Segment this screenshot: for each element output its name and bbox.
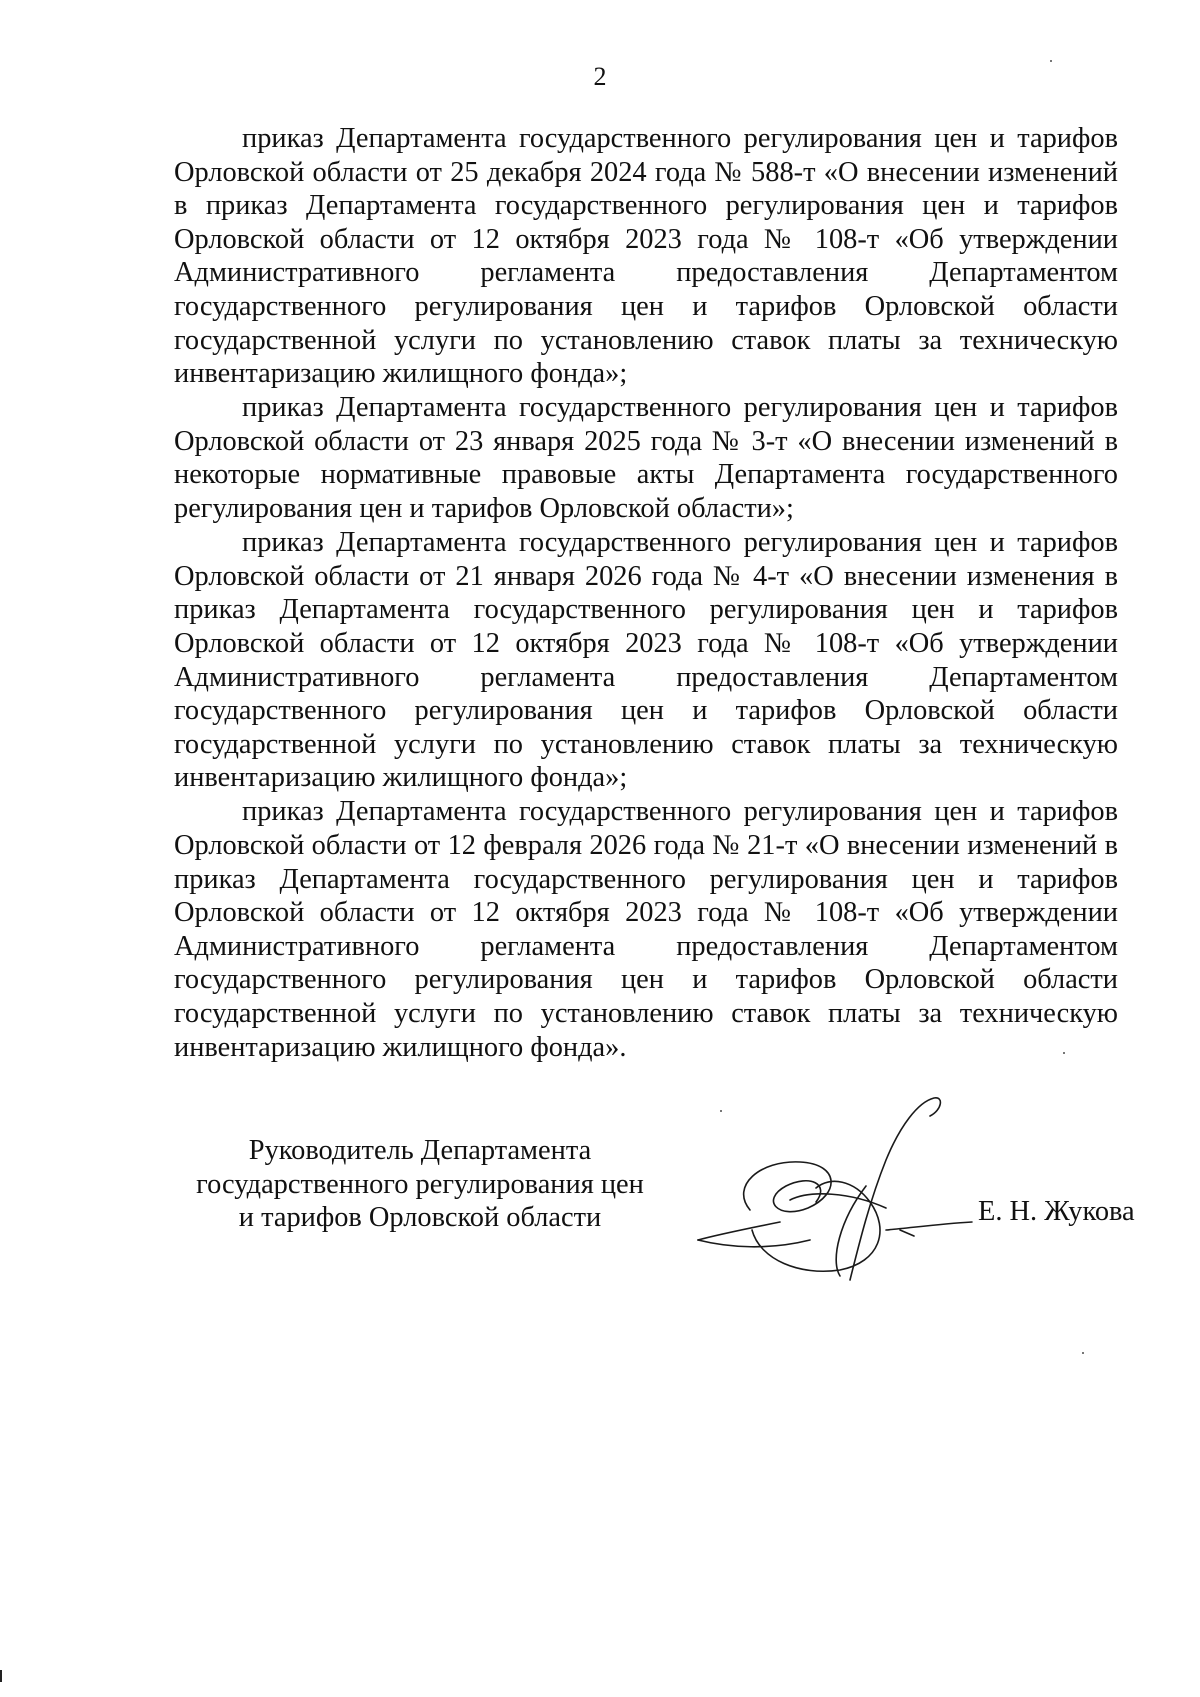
order-paragraph: приказ Департамента государственного регулирования цен и тарифов Орловской области от 12 февраля 2026 года № 21-т «О внесении изменений в приказ Департамента государственного регулирования цен и тарифов Орловской области от 12 октября 2023 года № 108-т «Об утверждении Административного регламента предоставления Департаментом государственного регулирования цен и тарифов Орловской области государственной услуги по установлению ставок платы за техническую инвентаризацию жилищного фонда». <box>174 796 1118 1063</box>
signature-stroke <box>900 1230 914 1236</box>
order-paragraph: приказ Департамента государственного регулирования цен и тарифов Орловской области от 25 декабря 2024 года № 588-т «О внесении изменений в приказ Департамента государственного регулирования цен и тарифов Орловской области от 12 октября 2023 года № 108-т «Об утверждении Административного регламента предоставления Департаментом государственного регулирования цен и тарифов Орловской области государственной услуги по установлению ставок платы за техническую инвентаризацию жилищного фонда»; <box>174 123 1118 390</box>
signer-title <box>170 1134 670 1235</box>
signature-stroke <box>752 1181 880 1271</box>
scan-speck <box>1050 60 1052 62</box>
signature-stroke <box>698 1222 780 1240</box>
scan-speck <box>1063 1052 1065 1054</box>
scan-edge-mark <box>0 1670 2 1682</box>
order-paragraph: приказ Департамента государственного регулирования цен и тарифов Орловской области от 23 января 2025 года № 3-т «О внесении изменений в некоторые нормативные правовые акты Департамента государственного регулирования цен и тарифов Орловской области»; <box>174 392 1118 525</box>
signature-stroke <box>698 1240 810 1247</box>
scan-speck <box>1082 1352 1084 1354</box>
page-number: 2 <box>593 62 607 91</box>
handwritten-signature <box>690 1090 990 1310</box>
signer-title-line: Руководитель Департамента <box>248 1135 592 1166</box>
scan-speck <box>720 1110 722 1112</box>
signature-stroke <box>886 1222 972 1230</box>
signer-title-line: государственного регулирования цен <box>196 1168 644 1200</box>
signer-title-line: и тарифов Орловской области <box>238 1202 602 1234</box>
signer-name: Е. Н. Жукова <box>978 1196 1135 1227</box>
document-body <box>174 122 1118 1065</box>
order-paragraph: приказ Департамента государственного регулирования цен и тарифов Орловской области от 21 января 2026 года № 4-т «О внесении изменения в приказ Департамента государственного регулирования цен и тарифов Орловской области от 12 октября 2023 года № 108-т «Об утверждении Административного регламента предоставления Департаментом государственного регулирования цен и тарифов Орловской области государственной услуги по установлению ставок платы за техническую инвентаризацию жилищного фонда»; <box>174 527 1118 794</box>
